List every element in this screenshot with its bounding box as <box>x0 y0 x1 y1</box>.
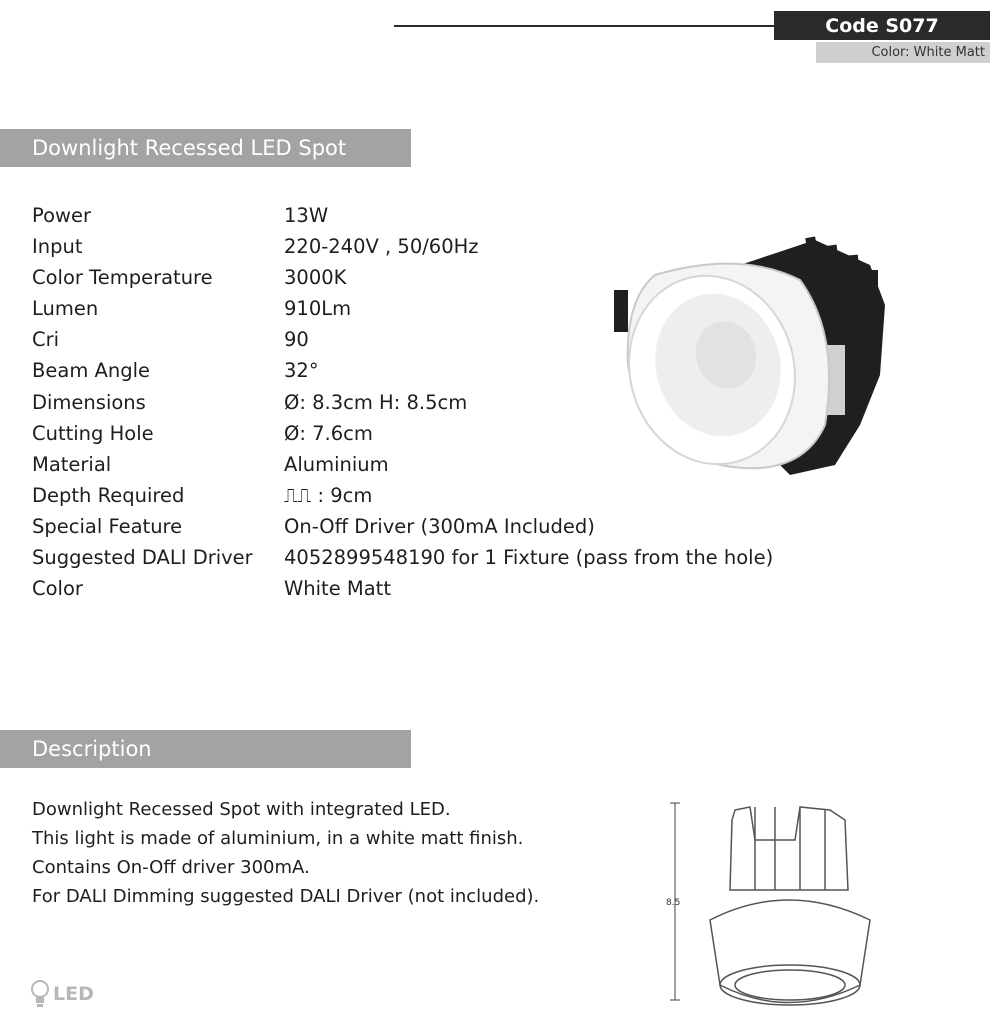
description-text <box>32 795 539 911</box>
spec-label: Cri <box>32 328 60 352</box>
spec-value: On-Off Driver (300mA Included) <box>284 514 595 538</box>
spec-label: Depth Required <box>32 483 185 507</box>
spec-label: Special Feature <box>32 514 183 538</box>
spec-value: 32° <box>284 359 319 383</box>
spec-label: Material <box>32 452 112 476</box>
spec-label: Cutting Hole <box>32 421 154 445</box>
lightbulb-icon <box>30 980 50 1008</box>
height-label: 8.5 <box>666 898 681 908</box>
spec-value: 220-240V , 50/60Hz <box>284 235 479 259</box>
header-rule <box>394 25 776 27</box>
led-logo <box>30 980 94 1008</box>
description-line: For DALI Dimming suggested DALI Driver (not included). <box>32 886 540 907</box>
spec-value: ⎍⎍ : 9cm <box>284 483 373 507</box>
spec-label: Lumen <box>32 297 99 321</box>
spec-value: Aluminium <box>284 452 389 476</box>
product-color-tag: Color: White Matt <box>816 42 990 63</box>
spec-label: Dimensions <box>32 390 146 414</box>
spec-label: Suggested DALI Driver <box>32 546 253 570</box>
spec-label: Input <box>32 235 83 259</box>
product-image <box>600 225 900 485</box>
spec-value: 4052899548190 for 1 Fixture (pass from the hole) <box>284 546 774 570</box>
specs-section-title: Downlight Recessed LED Spot <box>0 129 411 167</box>
spec-label: Color <box>32 577 83 601</box>
spec-label: Color Temperature <box>32 266 213 290</box>
spec-value: 3000K <box>284 266 347 290</box>
description-line: This light is made of aluminium, in a white matt finish. <box>32 828 524 849</box>
description-section-title: Description <box>0 730 411 768</box>
product-code: Code S077 <box>774 11 990 40</box>
spec-value: Ø: 7.6cm <box>284 421 373 445</box>
spec-label: Beam Angle <box>32 359 151 383</box>
spec-value: 13W <box>284 204 329 227</box>
spec-value: 910Lm <box>284 297 352 321</box>
spec-label: Power <box>32 204 91 227</box>
led-logo-text: LED <box>53 983 94 1005</box>
spec-value: 90 <box>284 328 309 352</box>
dimension-drawing <box>660 795 890 1019</box>
description-line: Contains On-Off driver 300mA. <box>32 857 310 878</box>
description-line: Downlight Recessed Spot with integrated LED. <box>32 799 451 820</box>
spec-value: Ø: 8.3cm H: 8.5cm <box>284 390 468 414</box>
spec-value: White Matt <box>284 577 391 601</box>
